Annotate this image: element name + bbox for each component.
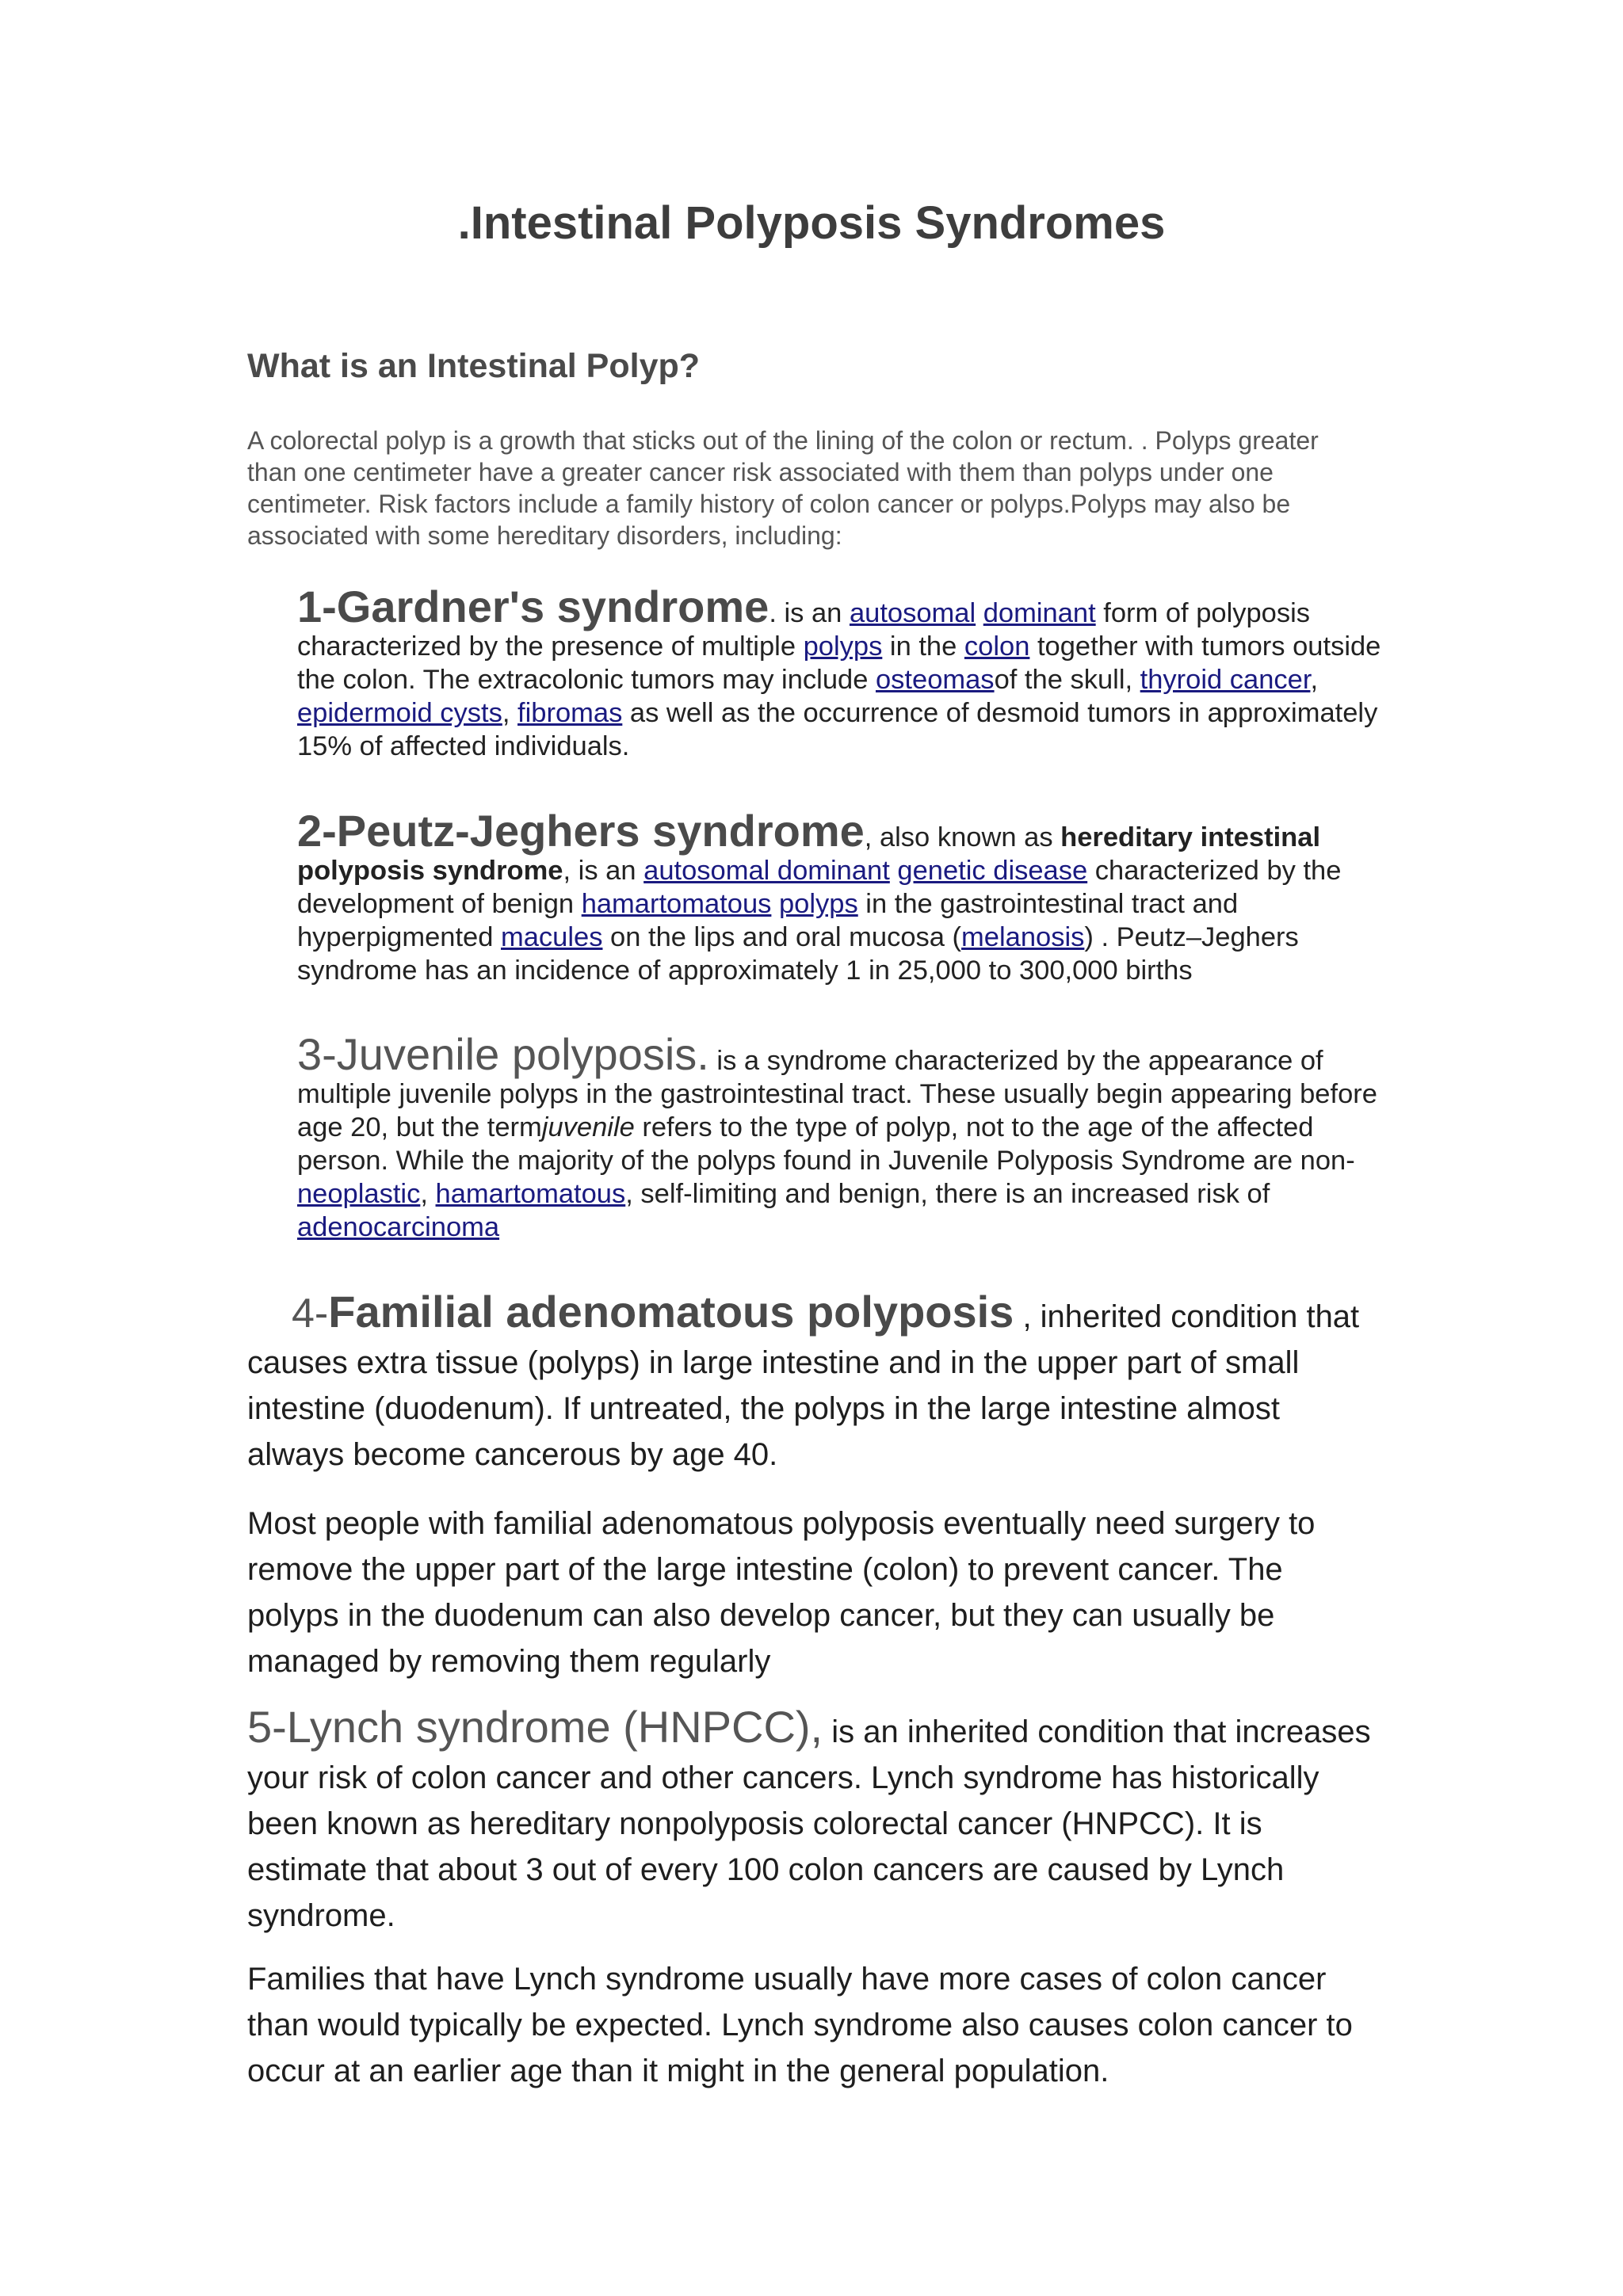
text: ) . Peutz–Jeghers syndrome has an incidence of approximately 1 in 25,000 to 300,000 births [297,922,1299,986]
fap-heading: Familial adenomatous polyposis [328,1287,1014,1337]
intro-paragraph: A colorectal polyp is a growth that sticks out of the lining of the colon or rectum. . Polyps greater than one centimeter have a greater cancer risk associated with them than polyps under one centimeter. Risk factors include a family history of colon cancer or polyps.Polyps may also be associated with some hereditary disorders, including: [247,426,1319,550]
text [771,889,779,919]
gardner-syndrome-paragraph [297,582,1383,763]
section-heading: What is an Intestinal Polyp? [247,347,701,385]
link-epidermoid-cysts[interactable]: epidermoid cysts [297,698,502,728]
link-thyroid-cancer[interactable]: thyroid cancer [1140,665,1311,695]
text: , self-limiting and benign, there is an increased risk of [625,1179,1270,1209]
text: . is an [769,598,850,628]
fap-number: 4- [292,1291,329,1337]
text: in the [882,631,964,662]
text: refers to the type of polyp, not to the age of the affected person. While the majority of the polyps found in Juvenile Polyposis Syndrome are non- [297,1112,1355,1176]
text: together with tumors outside the colon. The extracolonic tumors may include [297,631,1381,695]
lynch-paragraph-2: Families that have Lynch syndrome usually have more cases of colon cancer than would typically be expected. Lynch syndrome also causes colon cancer to occur at an earlier age than it might in the general population. [247,1962,1353,2088]
text: , also known as [864,822,1061,852]
link-polyps[interactable]: polyps [778,889,858,919]
peutz-jeghers-paragraph [297,806,1383,987]
lynch-heading: 5-Lynch syndrome (HNPCC), [247,1702,823,1752]
link-hamartomatous[interactable]: hamartomatous [581,889,772,919]
link-autosomal-dominant[interactable]: autosomal dominant [643,856,890,886]
juvenile-polyposis-paragraph [297,1029,1383,1244]
link-macules[interactable]: macules [501,922,603,952]
text [976,598,983,628]
italic-text: juvenile [541,1112,635,1142]
lynch-paragraph [247,1704,1381,1939]
text: characterized by the development of benign [297,856,1342,919]
text: , [1310,665,1319,695]
bold-text: hereditary intestinal polyposis syndrome [297,822,1321,886]
link-neoplastic[interactable]: neoplastic [297,1179,421,1209]
link-melanosis[interactable]: melanosis [961,922,1085,952]
text: in the gastrointestinal tract and hyperpigmented [297,889,1239,952]
text: of the skull, [994,665,1140,695]
juvenile-heading: 3-Juvenile polyposis. [297,1029,709,1079]
link-fibromas[interactable]: fibromas [517,698,623,728]
link-osteomas[interactable]: osteomas [875,665,995,695]
text: as well as the occurrence of desmoid tumors in approximately 15% of affected individuals. [297,698,1378,761]
text: , is an [563,856,644,886]
link-polyps[interactable]: polyps [803,631,883,662]
text: , [502,698,518,728]
link-adenocarcinoma[interactable]: adenocarcinoma [297,1212,500,1242]
link-genetic-disease[interactable]: genetic disease [897,856,1088,886]
link-colon[interactable]: colon [964,631,1030,662]
text: form of polyposis characterized by the presence of multiple [297,598,1311,662]
fap-paragraph [247,1289,1381,1478]
link-hamartomatous[interactable]: hamartomatous [435,1179,626,1209]
text: is a syndrome characterized by the appearance of multiple juvenile polyps in the gastrointestinal tract. These usually begin appearing before age 20, but the term [297,1046,1377,1142]
text: is an inherited condition that increases your risk of colon cancer and other cancers. Lynch syndrome has historically been known as hereditary nonpolyposis colorectal cancer (HNPCC). It is estimate that about 3 out of every 100 colon cancers are caused by Lynch syndrome. [247,1714,1371,1933]
peutz-jeghers-heading: 2-Peutz-Jeghers syndrome [297,806,865,856]
link-dominant[interactable]: dominant [983,598,1096,628]
gardner-heading: 1-Gardner's syndrome [297,582,769,631]
link-autosomal[interactable]: autosomal [849,598,976,628]
text: , inherited condition that causes extra tissue (polyps) in large intestine and in the upper part of small intestine (duodenum). If untreated, the polyps in the large intestine almost always become cancerous by age 40. [247,1299,1360,1472]
text [890,856,898,886]
document-title: .Intestinal Polyposis Syndromes [457,197,1166,249]
fap-paragraph-2: Most people with familial adenomatous polyposis eventually need surgery to remove the upper part of the large intestine (colon) to prevent cancer. The polyps in the duodenum can also develop cancer, but they can usually be managed by removing them regularly [247,1506,1316,1679]
text: , [420,1179,436,1209]
text: on the lips and oral mucosa ( [602,922,962,952]
